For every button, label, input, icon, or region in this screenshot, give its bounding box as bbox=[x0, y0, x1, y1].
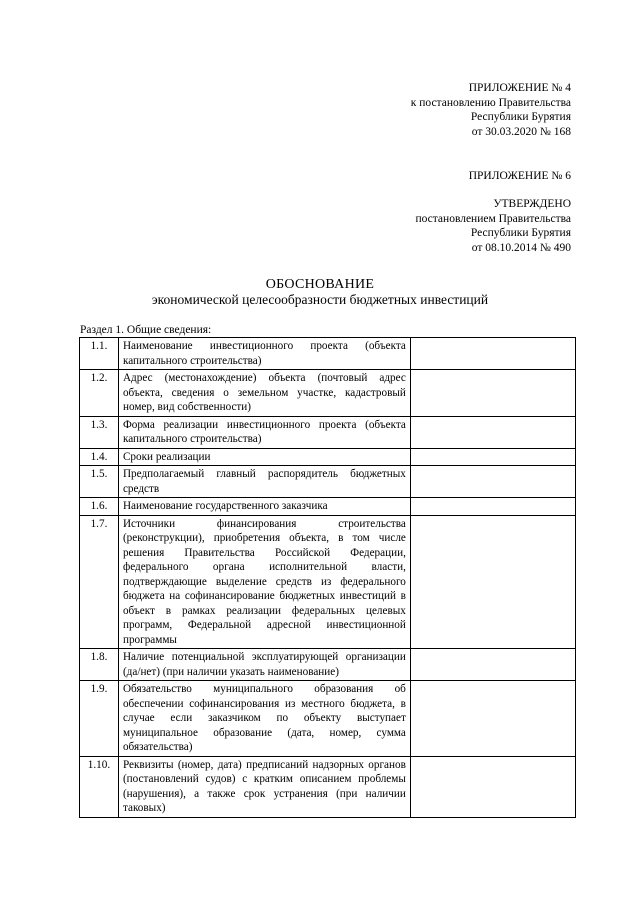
row-number: 1.4. bbox=[80, 448, 119, 466]
row-number: 1.8. bbox=[80, 649, 119, 681]
row-description: Наименование государственного заказчика bbox=[118, 498, 410, 516]
appendix-4-line-3: от 30.03.2020 № 168 bbox=[471, 125, 571, 138]
row-description: Сроки реализации bbox=[118, 448, 410, 466]
row-value-cell[interactable] bbox=[410, 466, 575, 498]
row-value-cell[interactable] bbox=[410, 448, 575, 466]
section-label: Раздел 1. Общие сведения: bbox=[80, 324, 212, 336]
appendix-6-block bbox=[469, 169, 571, 184]
row-value-cell[interactable] bbox=[410, 756, 575, 817]
appendix-6-title: ПРИЛОЖЕНИЕ № 6 bbox=[468, 170, 571, 182]
table-row bbox=[80, 756, 576, 817]
appendix-4-line-1: к постановлению Правительства bbox=[410, 96, 571, 109]
row-value-cell[interactable] bbox=[410, 681, 575, 757]
table-row bbox=[80, 515, 576, 649]
appendix-4-line-2: Республики Бурятия bbox=[470, 111, 571, 123]
row-number: 1.10. bbox=[80, 756, 119, 817]
row-number: 1.6. bbox=[80, 498, 119, 516]
table-row bbox=[80, 498, 576, 516]
table-row bbox=[80, 338, 576, 370]
row-description: Форма реализации инвестиционного проекта (объекта капитального строительства) bbox=[118, 416, 410, 448]
row-description: Предполагаемый главный распорядитель бюджетных средств bbox=[118, 466, 410, 498]
approved-block bbox=[415, 197, 571, 255]
row-number: 1.2. bbox=[80, 370, 119, 417]
row-description: Реквизиты (номер, дата) предписаний надзорных органов (постановлений судов) с кратким описанием проблемы (нарушения), а также срок устранения (при наличии таковых) bbox=[118, 756, 410, 817]
row-description: Обязательство муниципального образования об обеспечении софинансирования из местного бюджета, в случае если заказчиком по объекту выступает муниципальное образование (дата, номер, сумма обязательства) bbox=[118, 681, 410, 757]
row-description: Источники финансирования строительства (реконструкции), приобретения объекта, в том числе решения Правительства Российской Федерации, федерального органа исполнительной власти, подтверждающие выделение средств из федерального бюджета на софинансирование бюджетных инвестиций в объект в рамках реализации федеральных целевых программ, Федеральной адресной инвестиционной программы bbox=[118, 515, 410, 649]
row-value-cell[interactable] bbox=[410, 515, 575, 649]
row-description: Наличие потенциальной эксплуатирующей организации (да/нет) (при наличии указать наименование) bbox=[118, 649, 410, 681]
document-subtitle: экономической целесообразности бюджетных инвестиций bbox=[151, 292, 489, 307]
approved-line-2: Республики Бурятия bbox=[470, 227, 571, 239]
table-row bbox=[80, 370, 576, 417]
row-value-cell[interactable] bbox=[410, 498, 575, 516]
table-row bbox=[80, 649, 576, 681]
row-number: 1.7. bbox=[80, 515, 119, 649]
row-number: 1.5. bbox=[80, 466, 119, 498]
table-row bbox=[80, 448, 576, 466]
appendix-4-block bbox=[411, 81, 571, 139]
row-number: 1.1. bbox=[80, 338, 119, 370]
row-value-cell[interactable] bbox=[410, 338, 575, 370]
row-value-cell[interactable] bbox=[410, 370, 575, 417]
table-row bbox=[80, 681, 576, 757]
general-info-table bbox=[79, 337, 576, 818]
row-value-cell[interactable] bbox=[410, 649, 575, 681]
row-number: 1.9. bbox=[80, 681, 119, 757]
appendix-4-title: ПРИЛОЖЕНИЕ № 4 bbox=[468, 82, 571, 94]
approved-line-1: постановлением Правительства bbox=[415, 212, 571, 225]
row-number: 1.3. bbox=[80, 416, 119, 448]
row-description: Адрес (местонахождение) объекта (почтовый адрес объекта, сведения о земельном участке, кадастровый номер, вид собственности) bbox=[118, 370, 410, 417]
table-row bbox=[80, 416, 576, 448]
document-title: ОБОСНОВАНИЕ bbox=[265, 277, 375, 292]
row-description: Наименование инвестиционного проекта (объекта капитального строительства) bbox=[118, 338, 410, 370]
approved-title: УТВЕРЖДЕНО bbox=[493, 198, 571, 210]
row-value-cell[interactable] bbox=[410, 416, 575, 448]
table-row bbox=[80, 466, 576, 498]
approved-line-3: от 08.10.2014 № 490 bbox=[471, 241, 571, 254]
